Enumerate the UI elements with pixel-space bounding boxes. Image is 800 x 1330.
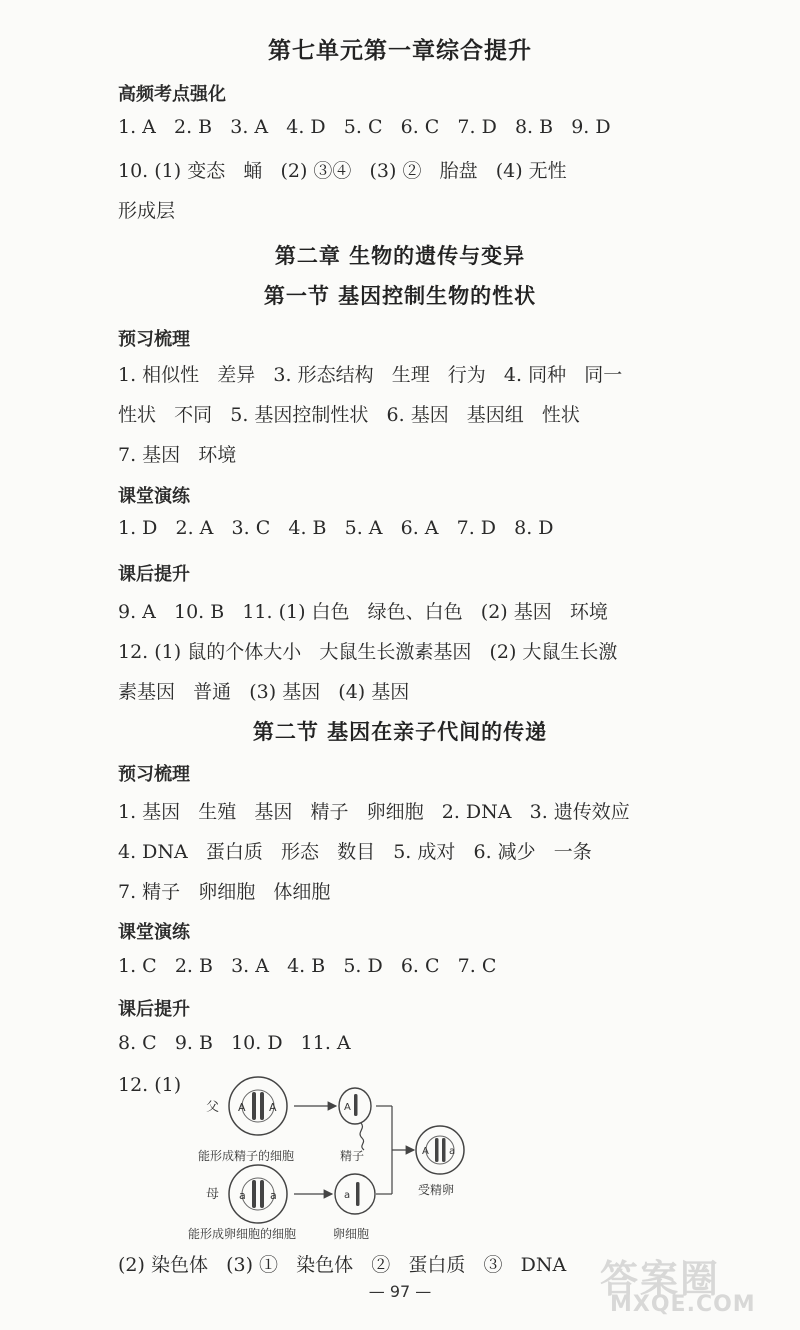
section-title-1: 第一节 基因控制生物的性状 [263,284,537,308]
section-ketang: 课堂演练 [118,486,190,507]
answer-line: 1. 基因 生殖 基因 精子 卵细胞 2. DNA 3. 遗传效应 [118,801,630,823]
watermark-logo [600,1248,780,1318]
allele-label: a [239,1189,246,1202]
allele-label: A [422,1146,429,1157]
answer-line: 1. D 2. A 3. C 4. B 5. A 6. A 7. D 8. D [118,517,554,539]
allele-label: a [449,1146,456,1157]
allele-label: a [270,1189,277,1202]
father-label: 父 [206,1100,220,1115]
answer-line: 1. C 2. B 3. A 4. B 5. D 6. C 7. C [118,955,497,977]
section-ketang: 课堂演练 [118,922,190,943]
section-gaopin: 高频考点强化 [118,84,226,105]
answer-line: 1. 相似性 差异 3. 形态结构 生理 行为 4. 同种 同一 [118,364,623,386]
answer-line: 形成层 [118,200,176,222]
watermark-text: 答案圈 [600,1257,721,1301]
answer-line: 1. A 2. B 3. A 4. D 5. C 6. C 7. D 8. B 9. D [118,116,611,138]
answer-line: 性状 不同 5. 基因控制性状 6. 基因 基因组 性状 [118,404,580,426]
answer-line: 12. (1) 鼠的个体大小 大鼠生长激素基因 (2) 大鼠生长激 [118,641,618,663]
allele-label: A [269,1101,277,1114]
chromosome [252,1092,256,1120]
chromosome [356,1182,360,1206]
allele-label: a [344,1190,351,1201]
answer-line: 8. C 9. B 10. D 11. A [118,1032,351,1054]
section-kehou: 课后提升 [118,564,190,585]
egg-cell [335,1174,375,1214]
chapter-title: 第二章 生物的遗传与变异 [274,244,526,268]
chromosome [252,1180,256,1208]
allele-label: A [344,1102,351,1113]
page-number: — 97 — [368,1282,432,1301]
chromosome [354,1094,358,1116]
section-kehou: 课后提升 [118,999,190,1020]
answer-line: 9. A 10. B 11. (1) 白色 绿色、白色 (2) 基因 环境 [118,601,608,623]
answer-line: 7. 精子 卵细胞 体细胞 [118,881,331,903]
chromosome [435,1138,439,1162]
allele-label: A [238,1101,246,1114]
chromosome [260,1180,264,1208]
egg-label: 卵细胞 [333,1227,370,1241]
fertilization-diagram [118,1074,538,1244]
watermark-url: MXQE.COM [610,1292,756,1317]
question-12-label: 12. (1) [118,1074,182,1096]
chromosome [442,1138,446,1162]
answer-line: 7. 基因 环境 [118,444,237,466]
answer-line: (2) 染色体 (3) ① 染色体 ② 蛋白质 ③ DNA [118,1254,567,1276]
answer-line: 素基因 普通 (3) 基因 (4) 基因 [118,681,410,703]
sperm-label: 精子 [340,1149,365,1163]
sperm-mother-cell-label: 能形成精子的细胞 [198,1149,295,1163]
egg-mother-cell-label: 能形成卵细胞的细胞 [188,1227,297,1241]
unit-title: 第七单元第一章综合提升 [268,38,532,64]
mother-label: 母 [206,1187,220,1202]
zygote-label: 受精卵 [418,1183,455,1197]
section-title-2: 第二节 基因在亲子代间的传递 [252,720,548,744]
chromosome [260,1092,264,1120]
section-yuxi: 预习梳理 [118,764,190,785]
answer-line: 10. (1) 变态 蛹 (2) ③④ (3) ② 胎盘 (4) 无性 [118,160,567,182]
egg-mother-cell [229,1165,287,1223]
sperm-tail [360,1123,364,1150]
answer-line: 4. DNA 蛋白质 形态 数目 5. 成对 6. 减少 一条 [118,841,592,863]
section-yuxi: 预习梳理 [118,329,190,350]
